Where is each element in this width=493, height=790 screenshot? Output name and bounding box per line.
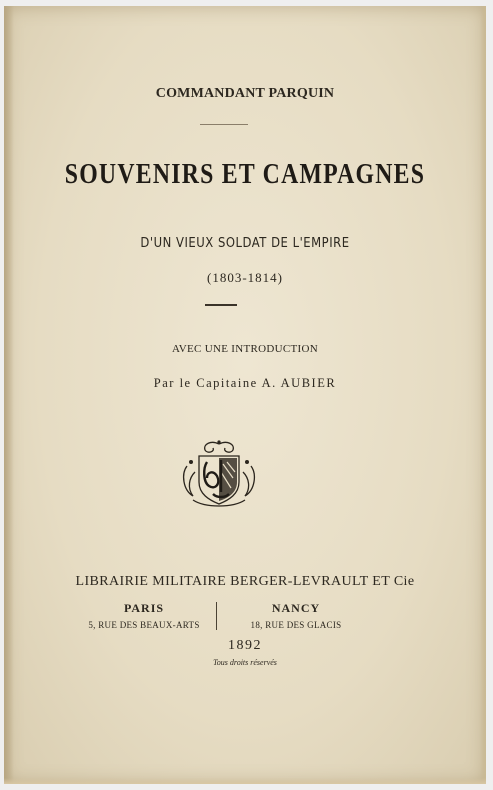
rights-notice: Tous droits réservés: [213, 658, 277, 667]
location-city-paris: PARIS: [123, 601, 165, 615]
publisher-name: LIBRAIRIE MILITAIRE BERGER-LEVRAULT ET Cie: [75, 574, 415, 589]
page-edge: [480, 6, 486, 784]
introduction-note: AVEC UNE INTRODUCTION: [171, 343, 319, 355]
divider-rule: [200, 124, 248, 125]
book-title: SOUVENIRS ET CAMPAGNES: [64, 158, 426, 190]
title-page: [4, 6, 486, 784]
introducer-credit: Par le Capitaine A. AUBIER: [153, 376, 337, 390]
date-range: (1803-1814): [207, 270, 283, 285]
page-spine-shadow: [4, 6, 14, 784]
publication-year: 1892: [228, 638, 262, 653]
divider-rule-short: [205, 304, 237, 306]
page-bottom-edge: [4, 778, 486, 784]
publisher-monogram-emblem-icon: [177, 438, 261, 510]
location-address-nancy: 18, RUE DES GLACIS: [250, 620, 342, 630]
location-divider: [216, 602, 217, 630]
book-subtitle: D'UN VIEUX SOLDAT DE L'EMPIRE: [140, 235, 350, 251]
location-city-nancy: NANCY: [271, 601, 321, 615]
author-name: COMMANDANT PARQUIN: [155, 86, 335, 101]
location-address-paris: 5, RUE DES BEAUX-ARTS: [88, 620, 200, 630]
